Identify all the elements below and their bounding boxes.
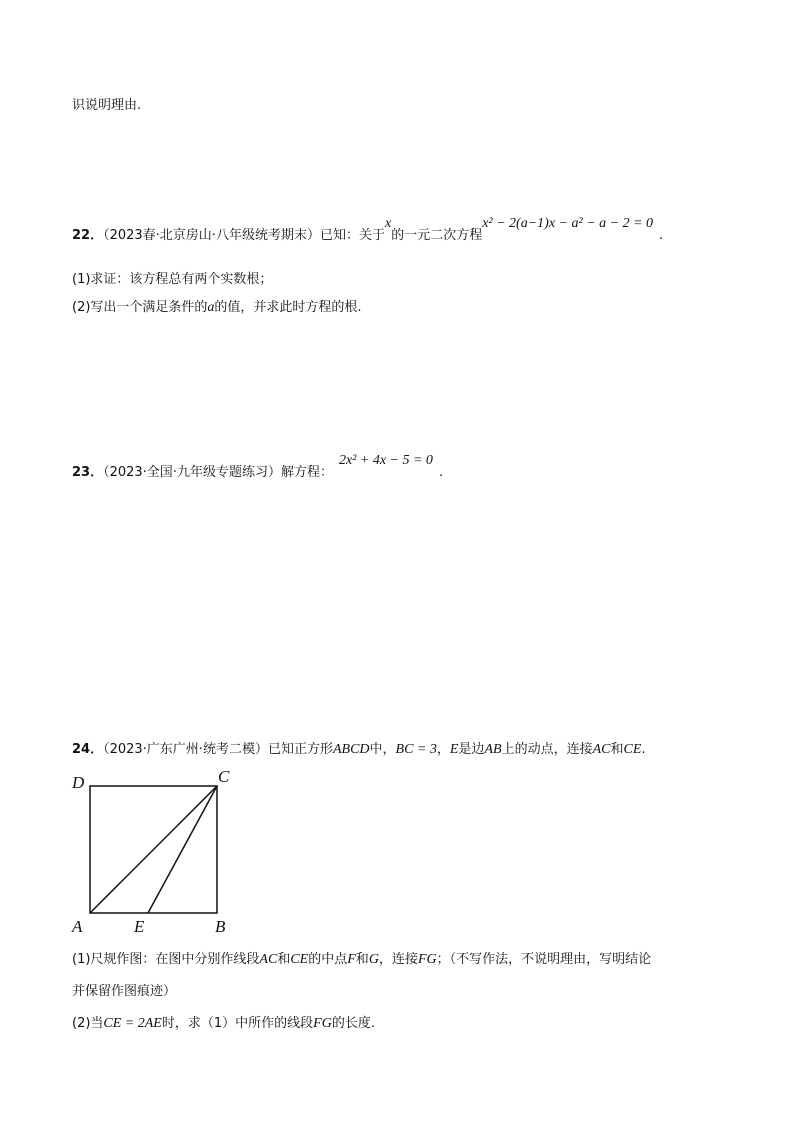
question-source: （2023·全国·九年级专题练习） [103, 465, 281, 480]
variable: x [384, 216, 392, 231]
question-source: （2023·广东广州·统考二模） [103, 742, 268, 757]
stem-text: 和 [610, 742, 624, 757]
question-number: 22． [72, 228, 104, 243]
part-text: (2)写出一个满足条件的 [72, 300, 208, 315]
geometry-figure [70, 764, 250, 940]
math-label: BC = 3 [395, 742, 437, 757]
segment-ac [90, 786, 217, 913]
part-text: 的中点 [308, 952, 348, 967]
math-label: CE [290, 952, 309, 967]
math-label: AB [484, 742, 502, 757]
question-number: 23． [72, 465, 104, 480]
stem-text: 是边 [458, 742, 485, 757]
stem-text: 解方程： [280, 465, 333, 480]
question-number: 24． [72, 742, 104, 757]
stem-text: 已知正方形 [267, 742, 333, 757]
equation: 2x² + 4x − 5 = 0 [338, 453, 433, 468]
math-label: AC [259, 952, 278, 967]
part-text: ，连接 [378, 952, 418, 967]
part-text: 的值，并求此时方程的根. [214, 300, 362, 315]
part-text: 和 [355, 952, 369, 967]
label-e: E [134, 917, 145, 936]
question-24-part-1 [72, 950, 651, 970]
label-b: B [215, 917, 226, 936]
part-text: (1)尺规作图：在图中分别作线段 [72, 952, 260, 967]
math-label: CE [623, 742, 642, 757]
math-label: FG [313, 1016, 332, 1031]
question-22-part-2 [72, 298, 362, 318]
math-label: ABCD [332, 742, 370, 757]
stem-text: 的一元二次方程 [391, 228, 483, 243]
stem-text: ， [436, 742, 450, 757]
part-text: 时，求（1）中所作的线段 [161, 1016, 314, 1031]
question-22-stem [72, 216, 664, 246]
equation: x² − 2(a−1)x − a² − a − 2 = 0 [482, 216, 654, 231]
label-a: A [72, 917, 83, 936]
part-text: 的长度. [331, 1016, 375, 1031]
stem-text: 中， [369, 742, 396, 757]
math-label: F [347, 952, 356, 967]
question-24-part-1-cont: 并保留作图痕迹） [72, 984, 177, 999]
stem-text: 已知：关于 [319, 228, 385, 243]
stem-text: 上的动点，连接 [501, 742, 593, 757]
math-label: G [368, 952, 379, 967]
part-text: 和 [277, 952, 291, 967]
label-d: D [72, 773, 85, 792]
question-24-part-2 [72, 1014, 375, 1034]
question-22-part-1: (1)求证：该方程总有两个实数根； [72, 272, 273, 287]
part-text: (2)当 [72, 1016, 104, 1031]
question-23-stem [72, 453, 444, 483]
question-source: （2023春·北京房山·八年级统考期末） [103, 228, 320, 243]
math-label: E [449, 742, 459, 757]
continued-text: 识说明理由. [72, 98, 142, 113]
segment-ce [148, 786, 217, 913]
part-text: ；（不写作法，不说明理由，写明结论 [436, 952, 652, 967]
variable: a [207, 300, 215, 315]
question-24-stem [72, 740, 646, 760]
math-label: AC [592, 742, 611, 757]
period: . [659, 228, 664, 243]
math-label: FG [417, 952, 437, 967]
math-label: CE = 2AE [103, 1016, 162, 1031]
period: . [641, 742, 646, 757]
period: . [438, 465, 444, 480]
label-c: C [218, 767, 230, 786]
